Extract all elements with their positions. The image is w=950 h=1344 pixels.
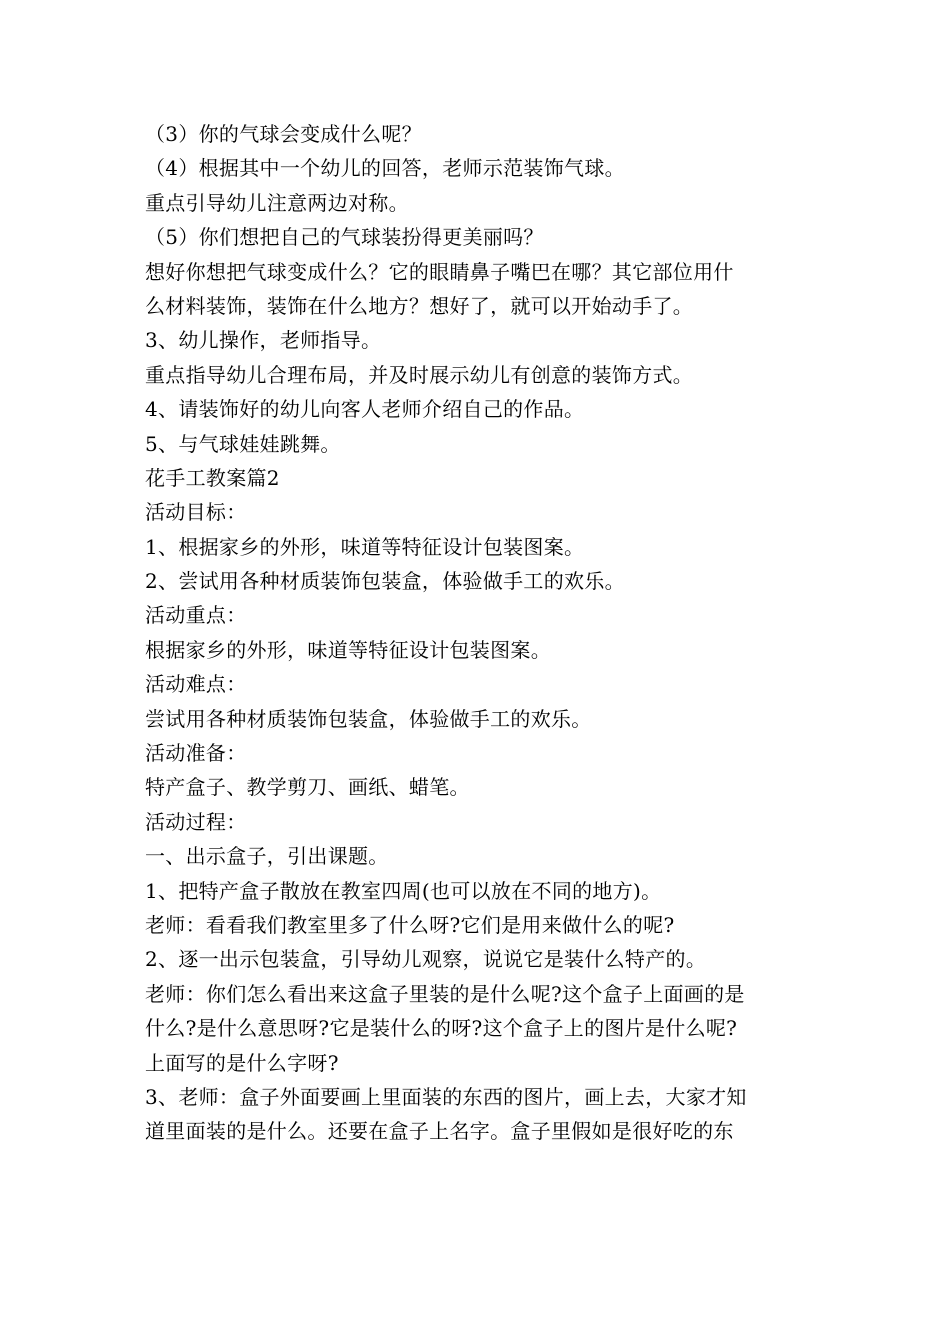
text-line: 一、出示盒子，引出课题。 bbox=[145, 844, 389, 869]
text-line: 重点指导幼儿合理布局，并及时展示幼儿有创意的装饰方式。 bbox=[145, 362, 694, 387]
text-line: 重点引导幼儿注意两边对称。 bbox=[145, 190, 409, 215]
text-line: （5）你们想把自己的气球装扮得更美丽吗？ bbox=[145, 225, 544, 250]
text-line: 活动目标： bbox=[145, 500, 247, 525]
text-line: 老师：看看我们教室里多了什么呀?它们是用来做什么的呢? bbox=[145, 912, 675, 937]
text-line: 2、尝试用各种材质装饰包装盒，体验做手工的欢乐。 bbox=[145, 569, 625, 594]
text-line: 1、把特产盒子散放在教室四周(也可以放在不同的地方)。 bbox=[145, 878, 662, 903]
text-line: 4、请装饰好的幼儿向客人老师介绍自己的作品。 bbox=[145, 397, 585, 422]
text-line: 活动准备： bbox=[145, 741, 247, 766]
text-line: 3、幼儿操作，老师指导。 bbox=[145, 328, 382, 353]
text-line: 2、逐一出示包装盒，引导幼儿观察，说说它是装什么特产的。 bbox=[145, 947, 707, 972]
text-line: 什么?是什么意思呀?它是装什么的呀?这个盒子上的图片是什么呢? bbox=[145, 1016, 738, 1041]
text-line: 活动过程： bbox=[145, 809, 247, 834]
text-line: 道里面装的是什么。还要在盒子上名字。盒子里假如是很好吃的东 bbox=[145, 1119, 734, 1144]
text-line: （4）根据其中一个幼儿的回答，老师示范装饰气球。 bbox=[145, 156, 625, 181]
section-heading: 花手工教案篇2 bbox=[145, 465, 280, 490]
text-line: 上面写的是什么字呀? bbox=[145, 1050, 339, 1075]
document-body bbox=[145, 117, 815, 1149]
text-line: 尝试用各种材质装饰包装盒，体验做手工的欢乐。 bbox=[145, 706, 592, 731]
text-line: 特产盒子、教学剪刀、画纸、蜡笔。 bbox=[145, 775, 470, 800]
text-line: 么材料装饰，装饰在什么地方？想好了，就可以开始动手了。 bbox=[145, 293, 694, 318]
text-line: 活动重点： bbox=[145, 603, 247, 628]
text-line: 活动难点： bbox=[145, 672, 247, 697]
text-line: 根据家乡的外形，味道等特征设计包装图案。 bbox=[145, 637, 551, 662]
text-line: （3）你的气球会变成什么呢？ bbox=[145, 122, 422, 146]
text-line: 老师：你们怎么看出来这盒子里装的是什么呢?这个盒子上面画的是 bbox=[145, 981, 745, 1006]
text-line: 1、根据家乡的外形，味道等特征设计包装图案。 bbox=[145, 534, 585, 559]
text-line: 想好你想把气球变成什么？它的眼睛鼻子嘴巴在哪？其它部位用什 bbox=[145, 259, 734, 284]
text-line: 3、老师：盒子外面要画上里面装的东西的图片，画上去，大家才知 bbox=[145, 1084, 747, 1109]
text-line: 5、与气球娃娃跳舞。 bbox=[145, 431, 341, 456]
